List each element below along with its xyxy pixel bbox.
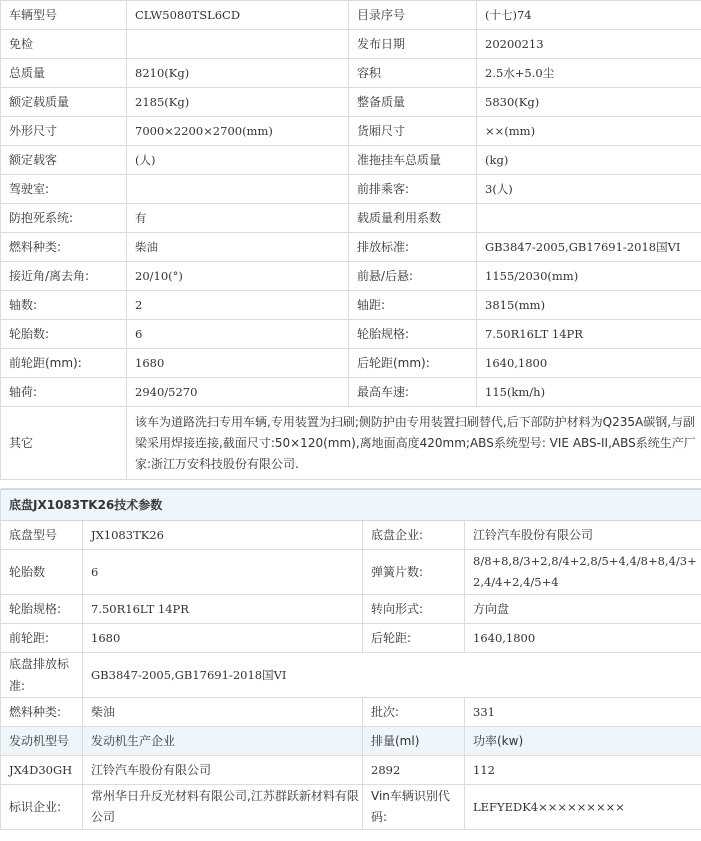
param-label: 整备质量 <box>349 88 477 117</box>
param-label: 轮胎规格: <box>349 320 477 349</box>
param-label: 接近角/离去角: <box>1 262 127 291</box>
chassis-batch-value: 331 <box>465 698 701 727</box>
param-value: 7000×2200×2700(mm) <box>127 117 349 146</box>
param-value: GB3847-2005,GB17691-2018国VI <box>477 233 701 262</box>
param-label: 货厢尺寸 <box>349 117 477 146</box>
param-label: 车辆型号 <box>1 1 127 30</box>
param-value <box>127 30 349 59</box>
chassis-springs-label: 弹簧片数: <box>363 550 465 595</box>
engine-maker-value: 江铃汽车股份有限公司 <box>83 756 363 785</box>
param-label: 外形尺寸 <box>1 117 127 146</box>
chassis-model-label: 底盘型号 <box>1 521 83 550</box>
param-label: 容积 <box>349 59 477 88</box>
param-label: 准拖挂车总质量 <box>349 146 477 175</box>
engine-model-value: JX4D30GH <box>1 756 83 785</box>
vehicle-param-row <box>1 204 701 233</box>
param-value: 2185(Kg) <box>127 88 349 117</box>
chassis-tire-spec-label: 轮胎规格: <box>1 595 83 624</box>
engine-displacement-header: 排量(ml) <box>363 727 465 756</box>
param-value: (十七)74 <box>477 1 701 30</box>
chassis-row <box>1 595 701 624</box>
chassis-steering-label: 转向形式: <box>363 595 465 624</box>
engine-maker-header: 发动机生产企业 <box>83 727 363 756</box>
param-value: ××(mm) <box>477 117 701 146</box>
marking-value: 常州华日升反光材料有限公司,江苏群跃新材料有限公司 <box>83 785 363 830</box>
engine-model-header: 发动机型号 <box>1 727 83 756</box>
param-value: 6 <box>127 320 349 349</box>
chassis-rear-track-value: 1640,1800 <box>465 624 701 653</box>
param-value: 柴油 <box>127 233 349 262</box>
vehicle-param-row <box>1 146 701 175</box>
vehicle-param-row <box>1 175 701 204</box>
other-row <box>1 407 701 480</box>
param-value: 3815(mm) <box>477 291 701 320</box>
param-label: 免检 <box>1 30 127 59</box>
chassis-section-header <box>1 490 701 521</box>
param-value: 2 <box>127 291 349 320</box>
chassis-header-title: 底盘JX1083TK26技术参数 <box>1 490 701 521</box>
chassis-row <box>1 698 701 727</box>
chassis-tires-value: 6 <box>83 550 363 595</box>
param-label: 前轮距(mm): <box>1 349 127 378</box>
param-value <box>477 204 701 233</box>
chassis-front-track-value: 1680 <box>83 624 363 653</box>
chassis-fuel-label: 燃料种类: <box>1 698 83 727</box>
param-label: 载质量利用系数 <box>349 204 477 233</box>
engine-header-row <box>1 727 701 756</box>
param-value: 2940/5270 <box>127 378 349 407</box>
param-value: 1640,1800 <box>477 349 701 378</box>
other-text: 该车为道路洗扫专用车辆,专用装置为扫刷;侧防护由专用装置扫刷替代,后下部防护材料为Q235A碳钢,与副梁采用焊接连接,截面尺寸:50×120(mm),离地面高度420mm;ABS系统型号: VIE ABS-II,ABS系统生产厂家:浙江万安科技股份有限公司. <box>127 407 701 480</box>
param-value: 2.5水+5.0尘 <box>477 59 701 88</box>
chassis-model-value: JX1083TK26 <box>83 521 363 550</box>
param-label: 轮胎数: <box>1 320 127 349</box>
param-label: 最高车速: <box>349 378 477 407</box>
param-label: 目录序号 <box>349 1 477 30</box>
chassis-row <box>1 550 701 595</box>
vehicle-param-row <box>1 59 701 88</box>
marking-label: 标识企业: <box>1 785 83 830</box>
chassis-row <box>1 624 701 653</box>
engine-power-value: 112 <box>465 756 701 785</box>
param-value: 有 <box>127 204 349 233</box>
param-label: 前悬/后悬: <box>349 262 477 291</box>
chassis-rear-track-label: 后轮距: <box>363 624 465 653</box>
vehicle-param-row <box>1 349 701 378</box>
param-label: 后轮距(mm): <box>349 349 477 378</box>
vehicle-param-row <box>1 117 701 146</box>
param-value: 1155/2030(mm) <box>477 262 701 291</box>
param-label: 额定载客 <box>1 146 127 175</box>
param-value: 20/10(°) <box>127 262 349 291</box>
chassis-emission-value: GB3847-2005,GB17691-2018国VI <box>83 653 701 698</box>
param-label: 燃料种类: <box>1 233 127 262</box>
vin-label: Vin车辆识别代码: <box>363 785 465 830</box>
marking-row <box>1 785 701 830</box>
chassis-front-track-label: 前轮距: <box>1 624 83 653</box>
chassis-params-table <box>0 489 701 830</box>
param-value <box>127 175 349 204</box>
param-value: 8210(Kg) <box>127 59 349 88</box>
param-value: 20200213 <box>477 30 701 59</box>
engine-row <box>1 756 701 785</box>
param-label: 轴距: <box>349 291 477 320</box>
chassis-batch-label: 批次: <box>363 698 465 727</box>
param-label: 额定载质量 <box>1 88 127 117</box>
vehicle-param-row <box>1 88 701 117</box>
param-value: 115(km/h) <box>477 378 701 407</box>
param-label: 前排乘客: <box>349 175 477 204</box>
chassis-emission-label: 底盘排放标准: <box>1 653 83 698</box>
param-value: 1680 <box>127 349 349 378</box>
vehicle-param-row <box>1 30 701 59</box>
param-label: 轴数: <box>1 291 127 320</box>
param-label: 总质量 <box>1 59 127 88</box>
engine-displacement-value: 2892 <box>363 756 465 785</box>
chassis-springs-value: 8/8+8,8/3+2,8/4+2,8/5+4,4/8+8,4/3+2,4/4+2,4/5+4 <box>465 550 701 595</box>
chassis-fuel-value: 柴油 <box>83 698 363 727</box>
vehicle-param-row <box>1 320 701 349</box>
chassis-company-label: 底盘企业: <box>363 521 465 550</box>
param-label: 驾驶室: <box>1 175 127 204</box>
other-label: 其它 <box>1 407 127 480</box>
param-label: 发布日期 <box>349 30 477 59</box>
section-spacer <box>1 480 701 489</box>
param-value: 7.50R16LT 14PR <box>477 320 701 349</box>
param-value: 5830(Kg) <box>477 88 701 117</box>
param-value: (kg) <box>477 146 701 175</box>
chassis-row <box>1 521 701 550</box>
param-value: 3(人) <box>477 175 701 204</box>
param-value: CLW5080TSL6CD <box>127 1 349 30</box>
param-label: 轴荷: <box>1 378 127 407</box>
vehicle-param-row <box>1 291 701 320</box>
vin-value: LEFYEDK4××××××××× <box>465 785 701 830</box>
param-label: 防抱死系统: <box>1 204 127 233</box>
param-value: (人) <box>127 146 349 175</box>
chassis-tires-label: 轮胎数 <box>1 550 83 595</box>
chassis-steering-value: 方向盘 <box>465 595 701 624</box>
vehicle-param-row <box>1 233 701 262</box>
vehicle-param-row <box>1 1 701 30</box>
param-label: 排放标准: <box>349 233 477 262</box>
chassis-company-value: 江铃汽车股份有限公司 <box>465 521 701 550</box>
chassis-tire-spec-value: 7.50R16LT 14PR <box>83 595 363 624</box>
vehicle-param-row <box>1 262 701 291</box>
chassis-row <box>1 653 701 698</box>
engine-power-header: 功率(kw) <box>465 727 701 756</box>
vehicle-param-row <box>1 378 701 407</box>
